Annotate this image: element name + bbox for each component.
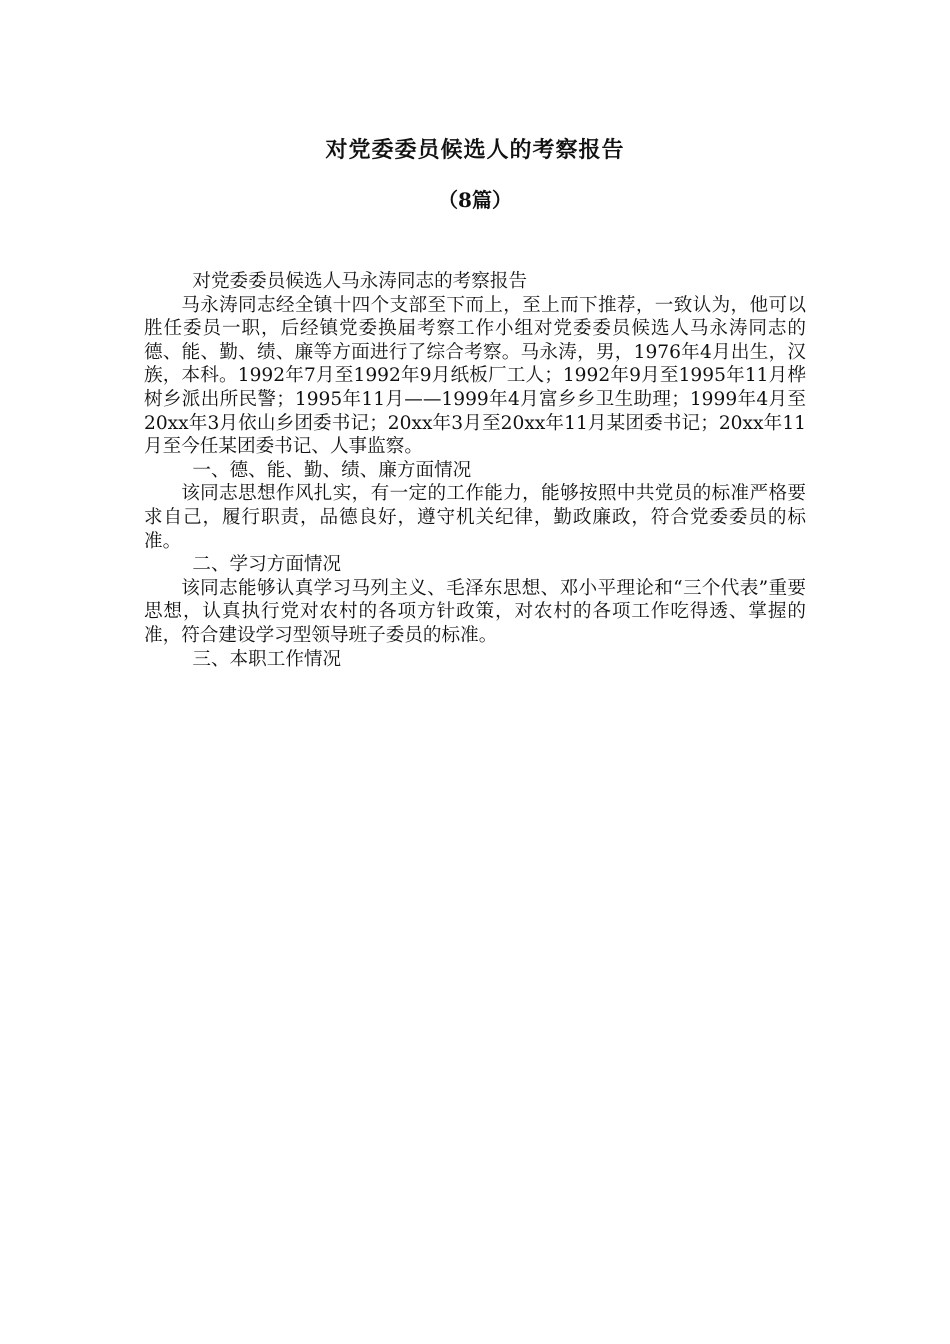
report-heading: 对党委委员候选人马永涛同志的考察报告 — [192, 271, 528, 292]
document-body — [144, 270, 806, 671]
document-title: 对党委委员候选人的考察报告 — [325, 137, 625, 163]
section-heading-1: 一、德、能、勤、绩、廉方面情况 — [192, 459, 472, 481]
paragraph-intro: 马永涛同志经全镇十四个支部至下而上，至上而下推荐，一致认为，他可以胜任委员一职，后经镇党委换届考察工作小组对党委委员候选人马永涛同志的德、能、勤、绩、廉等方面进行了综合考察。马永涛，男，1976年4月出生，汉族，本科。1992年7月至1992年9月纸板厂工人；1992年9月至1995年11月桦树乡派出所民警；1995年11月——1999年4月富乡乡卫生助理；1999年4月至20xx年3月依山乡团委书记；20xx年3月至20xx年11月某团委书记；20xx年11月至今任某团委书记、人事监察。 — [144, 294, 806, 458]
document-subtitle: （8篇） — [438, 188, 512, 212]
paragraph-section-1: 该同志思想作风扎实，有一定的工作能力，能够按照中共党员的标准严格要求自己，履行职责，品德良好，遵守机关纪律，勤政廉政，符合党委委员的标准。 — [144, 483, 806, 552]
section-heading-3: 三、本职工作情况 — [192, 648, 342, 670]
section-heading-2: 二、学习方面情况 — [192, 554, 342, 576]
paragraph-section-2: 该同志能够认真学习马列主义、毛泽东思想、邓小平理论和“三个代表”重要思想，认真执行党对农村的各项方针政策，对农村的各项工作吃得透、掌握的准，符合建设学习型领导班子委员的标准。 — [144, 577, 806, 646]
